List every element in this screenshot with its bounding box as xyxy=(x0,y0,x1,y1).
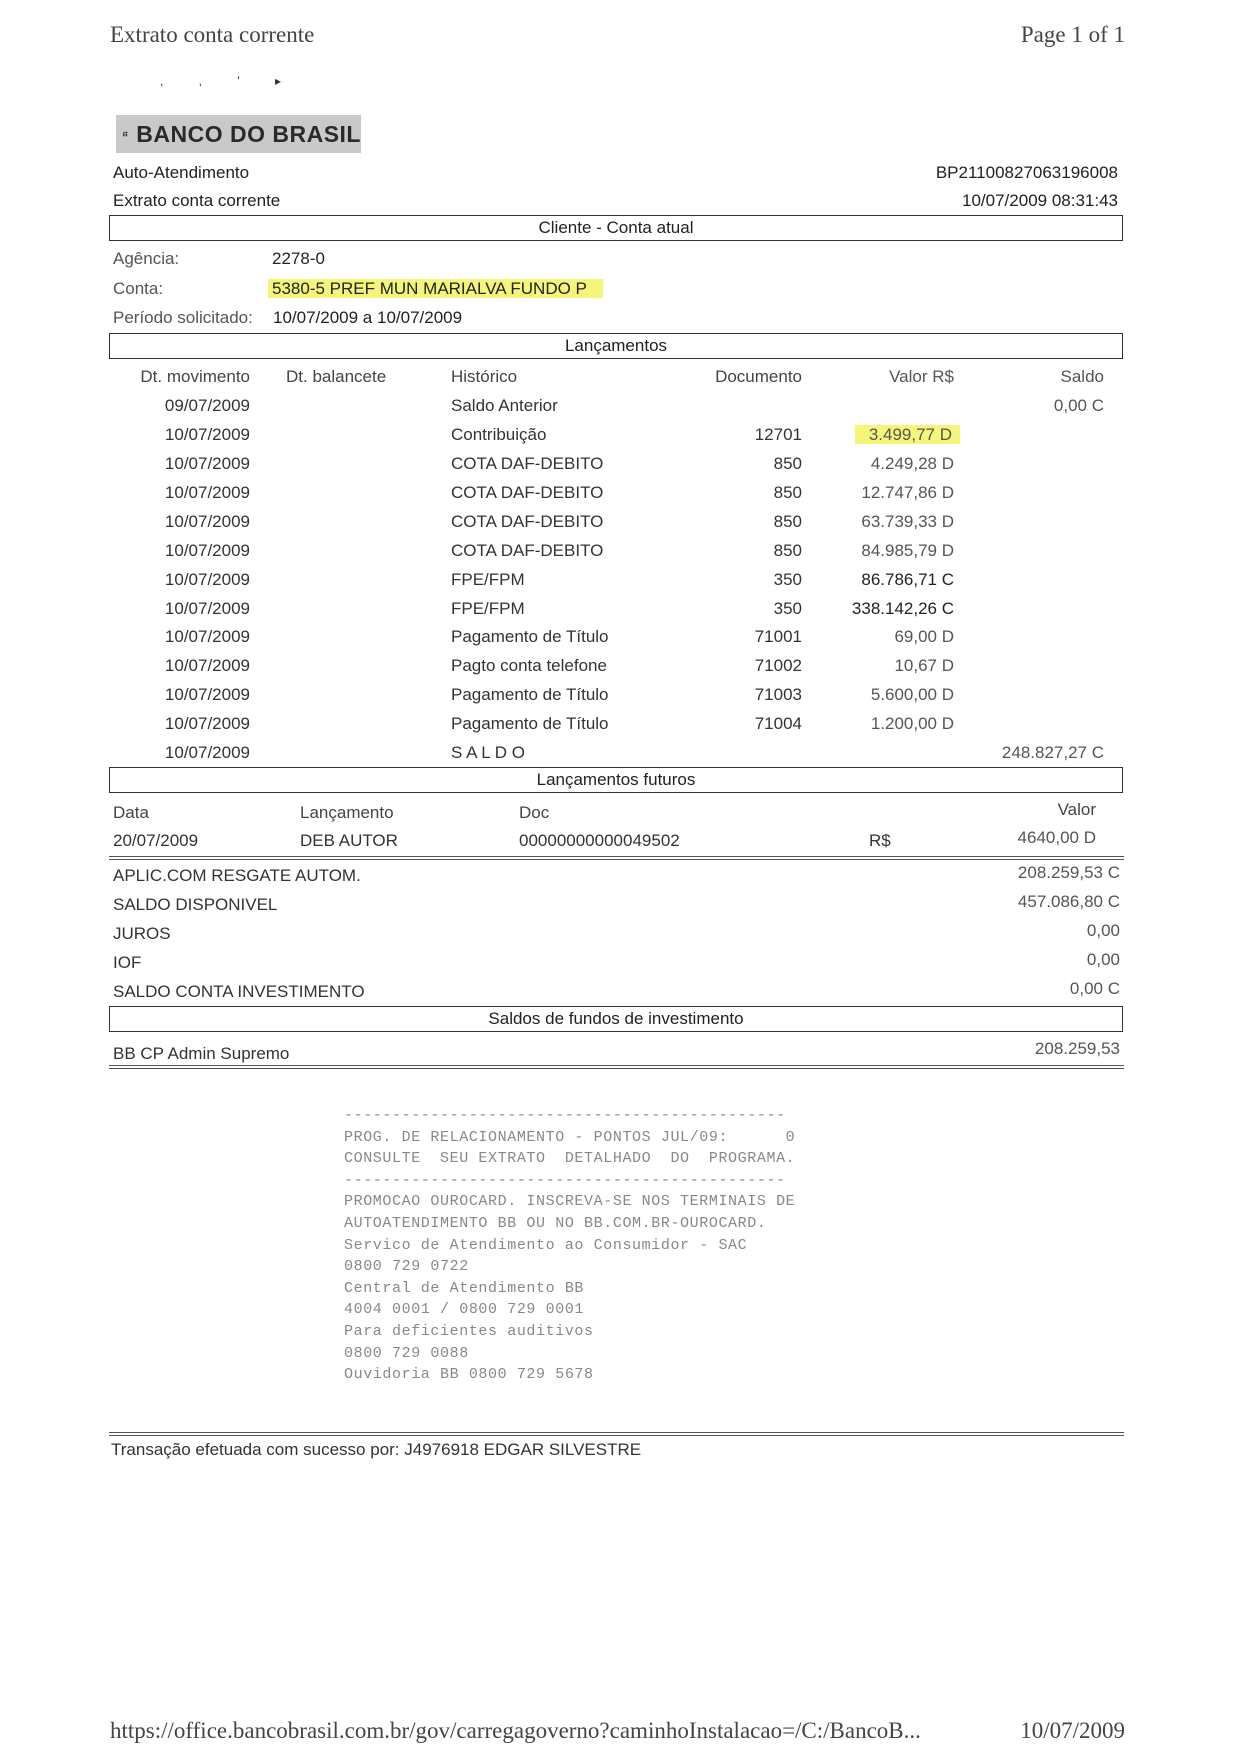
historico: Pagamento de Título xyxy=(451,685,609,704)
dt-movimento: 10/07/2009 xyxy=(164,483,250,502)
scan-specks: , , ' ▸ xyxy=(160,74,297,88)
message-line: 0800 729 0088 xyxy=(344,1344,469,1362)
futuro-data: 20/07/2009 xyxy=(113,831,199,850)
protocol-number: BP21100827063196008 xyxy=(935,163,1118,182)
table-row xyxy=(0,656,1248,684)
valor: 5.600,00 D xyxy=(870,685,954,704)
conta-value xyxy=(268,279,603,299)
summary-label: SALDO DISPONIVEL xyxy=(113,895,278,914)
documento: 71003 xyxy=(754,685,802,704)
messages-block xyxy=(344,1105,795,1386)
fundo-label: BB CP Admin Supremo xyxy=(113,1044,290,1063)
historico: COTA DAF-DEBITO xyxy=(451,541,604,560)
fundo-value: 208.259,53 xyxy=(1034,1039,1120,1058)
valor: 12.747,86 D xyxy=(861,483,954,502)
message-line: Central de Atendimento BB xyxy=(344,1279,585,1297)
historico: Saldo Anterior xyxy=(451,396,558,415)
table-row xyxy=(0,570,1248,598)
col-valor: Valor R$ xyxy=(889,367,954,386)
table-row xyxy=(0,396,1248,424)
periodo-value: 10/07/2009 a 10/07/2009 xyxy=(273,308,463,327)
summary-row xyxy=(0,892,1248,923)
conta-value-text: 5380-5 PREF MUN MARIALVA FUNDO P xyxy=(268,279,603,298)
valor: 10,67 D xyxy=(894,656,954,675)
bb-logo-icon xyxy=(122,119,128,149)
divider xyxy=(109,1432,1124,1436)
print-header-title: Extrato conta corrente xyxy=(110,22,315,47)
message-line: AUTOATENDIMENTO BB OU NO BB.COM.BR-OUROCARD. xyxy=(344,1214,767,1232)
dt-movimento: 10/07/2009 xyxy=(164,425,250,444)
summary-row xyxy=(0,950,1248,981)
summary-label: JUROS xyxy=(113,924,171,943)
agencia-value: 2278-0 xyxy=(272,249,325,268)
col-saldo: Saldo xyxy=(1060,367,1104,386)
service-name: Auto-Atendimento xyxy=(113,163,250,182)
valor: 63.739,33 D xyxy=(861,512,954,531)
futuro-lancamento: DEB AUTOR xyxy=(300,831,398,850)
dt-movimento: 10/07/2009 xyxy=(164,454,250,473)
futuros-header-row xyxy=(0,800,1248,831)
documento: 350 xyxy=(773,599,802,618)
saldo: 248.827,27 C xyxy=(1001,743,1104,762)
table-row xyxy=(0,685,1248,713)
summary-value: 0,00 xyxy=(1086,921,1120,940)
table-row xyxy=(0,483,1248,511)
documento: 350 xyxy=(773,570,802,589)
dt-movimento: 10/07/2009 xyxy=(164,627,250,646)
historico: FPE/FPM xyxy=(451,599,525,618)
print-footer-url: https://office.bancobrasil.com.br/gov/carregagoverno?caminhoInstalacao=/C:/BancoB... xyxy=(110,1718,921,1743)
message-line: 0800 729 0722 xyxy=(344,1258,469,1276)
historico: Pagamento de Título xyxy=(451,714,609,733)
futuros-section-title: Lançamentos futuros xyxy=(109,767,1123,793)
lancamentos-header-row xyxy=(0,367,1248,395)
divider xyxy=(109,856,1124,860)
document-title: Extrato conta corrente xyxy=(113,191,281,210)
message-line: ---------------------------------------------- xyxy=(344,1107,786,1124)
valor: 4.249,28 D xyxy=(870,454,954,473)
summary-value: 457.086,80 C xyxy=(1017,892,1120,911)
col-dt-balancete: Dt. balancete xyxy=(286,367,387,386)
message-line: 4004 0001 / 0800 729 0001 xyxy=(344,1301,585,1319)
historico: S A L D O xyxy=(451,743,526,762)
print-footer-date: 10/07/2009 xyxy=(1020,1718,1125,1743)
valor: 86.786,71 C xyxy=(861,570,954,589)
futuro-doc: 00000000000049502 xyxy=(519,831,680,850)
table-row xyxy=(0,714,1248,742)
valor-highlighted xyxy=(855,425,960,445)
transaction-footer: Transação efetuada com sucesso por: J4976918 EDGAR SILVESTRE xyxy=(111,1440,642,1459)
col-doc: Doc xyxy=(519,803,550,822)
bank-logo xyxy=(116,115,361,153)
cliente-section-title: Cliente - Conta atual xyxy=(109,215,1123,241)
historico: COTA DAF-DEBITO xyxy=(451,483,604,502)
dt-movimento: 10/07/2009 xyxy=(164,685,250,704)
summary-row xyxy=(0,863,1248,894)
lancamentos-section-title: Lançamentos xyxy=(109,333,1123,359)
summary-label: IOF xyxy=(113,953,142,972)
summary-value: 0,00 xyxy=(1086,950,1120,969)
valor: 69,00 D xyxy=(894,627,954,646)
valor: 84.985,79 D xyxy=(861,541,954,560)
message-line: PROMOCAO OUROCARD. INSCREVA-SE NOS TERMINAIS DE xyxy=(344,1193,796,1211)
logo-text: BANCO DO BRASIL xyxy=(136,120,361,147)
summary-value: 208.259,53 C xyxy=(1017,863,1120,882)
table-row xyxy=(0,599,1248,627)
documento: 71002 xyxy=(754,656,802,675)
message-line: PROG. DE RELACIONAMENTO - PONTOS JUL/09: 0 xyxy=(344,1128,796,1146)
documento: 71001 xyxy=(754,627,802,646)
periodo-label: Período solicitado: xyxy=(113,308,253,327)
valor: 1.200,00 D xyxy=(870,714,954,733)
divider xyxy=(109,1065,1124,1069)
agencia-label: Agência: xyxy=(113,249,180,268)
valor: 338.142,26 C xyxy=(851,599,954,618)
historico: Pagamento de Título xyxy=(451,627,609,646)
col-lancamento: Lançamento xyxy=(300,803,394,822)
table-row xyxy=(0,454,1248,482)
col-documento: Documento xyxy=(715,367,802,386)
table-row xyxy=(0,425,1248,453)
statement-datetime: 10/07/2009 08:31:43 xyxy=(962,191,1118,210)
futuro-moeda: R$ xyxy=(869,831,891,850)
message-line: CONSULTE SEU EXTRATO DETALHADO DO PROGRAMA. xyxy=(344,1150,796,1168)
message-line: Para deficientes auditivos xyxy=(344,1322,594,1340)
message-line: Ouvidoria BB 0800 729 5678 xyxy=(344,1366,594,1384)
dt-movimento: 10/07/2009 xyxy=(164,512,250,531)
summary-row xyxy=(0,921,1248,952)
message-line: ---------------------------------------------- xyxy=(344,1171,786,1189)
valor: 3.499,77 D xyxy=(855,425,960,444)
historico: Pagto conta telefone xyxy=(451,656,607,675)
fundos-section-title: Saldos de fundos de investimento xyxy=(109,1006,1123,1032)
dt-movimento: 10/07/2009 xyxy=(164,570,250,589)
documento: 850 xyxy=(773,512,802,531)
dt-movimento: 10/07/2009 xyxy=(164,541,250,560)
futuro-valor: 4640,00 D xyxy=(1017,828,1096,847)
futuros-row xyxy=(0,828,1248,859)
print-header-page: Page 1 of 1 xyxy=(1020,22,1125,47)
documento: 850 xyxy=(773,541,802,560)
historico: FPE/FPM xyxy=(451,570,525,589)
dt-movimento: 10/07/2009 xyxy=(164,743,250,762)
col-data: Data xyxy=(113,803,149,822)
historico: COTA DAF-DEBITO xyxy=(451,512,604,531)
documento: 71004 xyxy=(754,714,802,733)
summary-value: 0,00 C xyxy=(1069,979,1120,998)
col-historico: Histórico xyxy=(451,367,518,386)
summary-label: APLIC.COM RESGATE AUTOM. xyxy=(113,866,361,885)
historico: Contribuição xyxy=(451,425,547,444)
dt-movimento: 10/07/2009 xyxy=(164,656,250,675)
table-row xyxy=(0,627,1248,655)
dt-movimento: 10/07/2009 xyxy=(164,599,250,618)
summary-label: SALDO CONTA INVESTIMENTO xyxy=(113,982,365,1001)
message-line: Servico de Atendimento ao Consumidor - SAC xyxy=(344,1236,748,1254)
dt-movimento: 09/07/2009 xyxy=(164,396,250,415)
table-row xyxy=(0,541,1248,569)
documento: 850 xyxy=(773,454,802,473)
dt-movimento: 10/07/2009 xyxy=(164,714,250,733)
saldo: 0,00 C xyxy=(1053,396,1104,415)
documento: 850 xyxy=(773,483,802,502)
table-row xyxy=(0,512,1248,540)
col-valor: Valor xyxy=(1057,800,1096,819)
conta-label: Conta: xyxy=(113,279,164,298)
documento: 12701 xyxy=(754,425,802,444)
col-dt-movimento: Dt. movimento xyxy=(140,367,250,386)
historico: COTA DAF-DEBITO xyxy=(451,454,604,473)
